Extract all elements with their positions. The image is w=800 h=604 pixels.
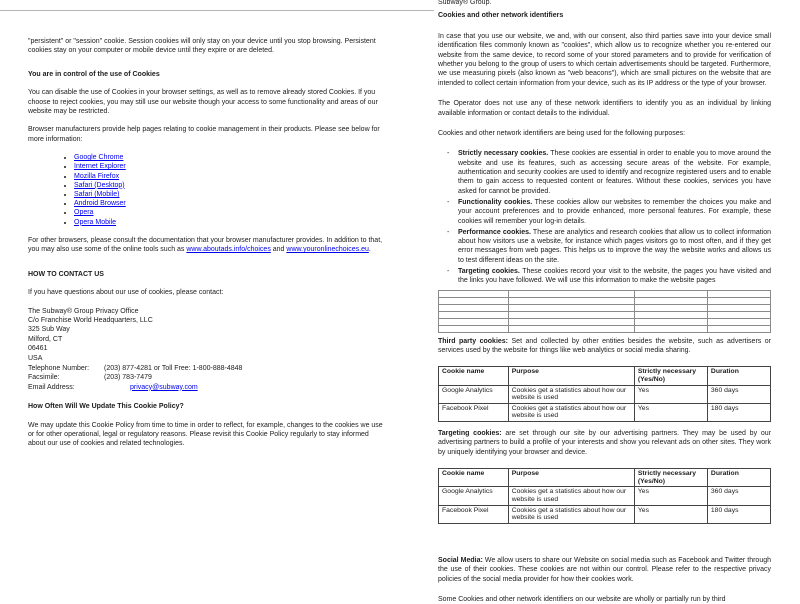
- targeting-cookies-table: [438, 468, 771, 524]
- empty-cell: [634, 311, 707, 318]
- purposes-intro-paragraph: Cookies and other network identifiers are being used for the following purposes:: [438, 130, 686, 138]
- empty-cell: [508, 297, 634, 304]
- browser-links-list: [28, 153, 386, 227]
- youronlinechoices-link[interactable]: www.youronlinechoices.eu: [286, 246, 369, 254]
- aboutads-link[interactable]: www.aboutads.info/choices: [186, 246, 271, 254]
- cookies-description-paragraph: In case that you use our website, we and, with our consent, also third parties save into your device small identification files commonly known as "cookies", which allow us to recognize whether you re-entered our website from the same device, to record some of your stored parameters and to provide for verification of whether you belong to the group of users to which certain advertisements should be targeted. Furthermore, we use measuring pixels (also known as "web beacons"), which are small pictures on the website that are intended to collect certain information from your device, such as its IP address or the type of your browser.: [438, 32, 771, 87]
- android-browser-link[interactable]: Android Browser: [74, 200, 126, 208]
- bottom-fragment-paragraph: Some Cookies and other network identifiers on our website are wholly or partially run by third: [438, 596, 726, 603]
- table-row: [439, 304, 771, 311]
- control-of-cookies-heading: You are in control of the use of Cookies: [28, 70, 160, 78]
- text-run: .: [368, 246, 371, 254]
- email-link[interactable]: privacy@subway.com: [130, 383, 198, 391]
- table-cell: Cookies get a statistics about how our website is used: [508, 403, 634, 421]
- table-header-cell: Strictly necessary (Yes/No): [634, 469, 707, 487]
- empty-grid-table: [438, 290, 771, 333]
- browser-help-paragraph: Browser manufacturers provide help pages relating to cookie management in their products. Please see below for more information:: [28, 126, 380, 143]
- purpose-text: These are analytics and research cookies that allow us to collect information about how visitors use a website, for instance which pages visitors go to most often, and if they get error messages from web pages. This helps us to improve the way the website works and allows us to test different ideas on the site.: [458, 228, 771, 264]
- right-column: [438, 0, 771, 604]
- table-cell: Facebook Pixel: [439, 505, 509, 523]
- empty-cell: [707, 318, 770, 325]
- list-item: [458, 198, 771, 226]
- postal-address: [28, 307, 386, 363]
- address-line: USA: [28, 354, 43, 362]
- address-line: 325 Sub Way: [28, 326, 70, 334]
- empty-cell: [707, 304, 770, 311]
- table-cell: Google Analytics: [439, 385, 509, 403]
- third-party-cookies-table: [438, 366, 771, 422]
- internet-explorer-link[interactable]: Internet Explorer: [74, 163, 126, 171]
- empty-cell: [508, 290, 634, 297]
- table-header-cell: Cookie name: [439, 367, 509, 385]
- table-header-cell: Strictly necessary (Yes/No): [634, 367, 707, 385]
- list-item: [458, 267, 771, 286]
- table-header-cell: Purpose: [508, 469, 634, 487]
- table-row: [439, 311, 771, 318]
- purpose-text: These cookies record your visit to the website, the pages you have visited and the links you have followed. We will use this information to make the website pages: [458, 268, 771, 285]
- table-header-cell: Purpose: [508, 367, 634, 385]
- empty-cell: [439, 325, 509, 332]
- table-row: [439, 385, 771, 403]
- facsimile-value: (203) 783-7479: [104, 374, 152, 382]
- opera-mobile-link[interactable]: Opera Mobile: [74, 218, 117, 226]
- table-row: [439, 290, 771, 297]
- table-cell: Cookies get a statistics about how our website is used: [508, 505, 634, 523]
- social-media-label: Social Media:: [438, 556, 483, 564]
- purpose-title: Targeting cookies.: [458, 268, 520, 276]
- address-line: 06461: [28, 345, 48, 353]
- purpose-title: Performance cookies.: [458, 228, 531, 236]
- empty-cell: [634, 325, 707, 332]
- empty-cell: [634, 297, 707, 304]
- targeting-label: Targeting cookies:: [438, 430, 502, 437]
- purpose-text: These cookies allow our websites to remember the choices you make and your account preferences and to provide enhanced, more personal features. For example, these cookies will remember your log-in details.: [458, 198, 771, 225]
- contact-intro-paragraph: If you have questions about our use of cookies, please contact:: [28, 289, 224, 297]
- table-row: [439, 505, 771, 523]
- table-header-cell: Duration: [707, 469, 770, 487]
- third-party-cookies-paragraph: [438, 337, 771, 356]
- table-cell: Cookies get a statistics about how our website is used: [508, 487, 634, 505]
- table-header-cell: Cookie name: [439, 469, 509, 487]
- empty-cell: [634, 318, 707, 325]
- text-run: and: [270, 246, 287, 254]
- update-policy-heading: How Often Will We Update This Cookie Policy?: [28, 403, 184, 411]
- list-item: [458, 149, 771, 195]
- address-line: Milford, CT: [28, 335, 63, 343]
- telephone-value: (203) 877-4281 or Toll Free: 1-800-888-4848: [104, 364, 243, 372]
- update-policy-paragraph: We may update this Cookie Policy from time to time in order to reflect, for example, changes to the cookies we use or for other operational, legal or regulatory reasons. Please revisit this Cookie Policy regularly to stay informed about our use of cookies and related technologies.: [28, 421, 383, 448]
- social-media-paragraph: [438, 556, 771, 584]
- network-identifiers-heading: Cookies and other network identifiers: [438, 12, 564, 20]
- empty-cell: [439, 318, 509, 325]
- address-line: C/o Franchise World Headquarters, LLC: [28, 316, 153, 324]
- subway-group-fragment: Subway® Group.: [438, 0, 492, 6]
- cookie-purposes-list: [438, 149, 771, 285]
- session-cookies-paragraph: "persistent" or "session" cookie. Session cookies will only stay on your device until you stop browsing. Persistent cookies stay on your computer or mobile device until they expire or are deleted.: [28, 38, 376, 55]
- table-cell: Cookies get a statistics about how our website is used: [508, 385, 634, 403]
- empty-cell: [634, 290, 707, 297]
- table-row: [439, 403, 771, 421]
- table-cell: Yes: [634, 385, 707, 403]
- facsimile-row: [28, 373, 386, 382]
- how-to-contact-us-heading: HOW TO CONTACT US: [28, 270, 104, 278]
- email-row: [28, 383, 386, 392]
- disable-cookies-paragraph: You can disable the use of Cookies in your browser settings, as well as to remove already stored Cookies. If you choose to reject cookies, you may still use our website though your access to some functionality and areas of our website may be restricted.: [28, 89, 378, 116]
- text-run: For other browsers, please consult the documentation that your browser manufacturer provides. In addition to that, you may also use some of the online tools such as: [28, 236, 383, 254]
- table-row: [439, 325, 771, 332]
- empty-cell: [508, 304, 634, 311]
- table-header-cell: Duration: [707, 367, 770, 385]
- table-row: [439, 297, 771, 304]
- table-cell: 180 days: [707, 505, 770, 523]
- third-party-text: Set and collected by other entities besides the website, such as advertisers or services used by the website for things like web analytics or social media sharing.: [438, 337, 771, 355]
- list-item: [74, 153, 386, 162]
- table-header-row: [439, 469, 771, 487]
- list-item: [74, 162, 386, 171]
- list-item: [74, 190, 386, 199]
- table-cell: 180 days: [707, 403, 770, 421]
- list-item: [458, 228, 771, 265]
- empty-cell: [439, 290, 509, 297]
- list-item: [74, 208, 386, 217]
- social-media-text: We allow users to share our Website on social media such as Facebook and Twitter through the use of their cookies. These cookies are not within our control. Please refer to the respective privacy policies of the social media provider for how their cookies work.: [438, 556, 772, 583]
- other-browsers-paragraph: [28, 236, 386, 255]
- list-item: [74, 172, 386, 181]
- purpose-title: Functionality cookies.: [458, 198, 533, 206]
- empty-cell: [707, 311, 770, 318]
- left-column: [28, 0, 386, 458]
- purpose-title: Strictly necessary cookies.: [458, 150, 549, 158]
- purpose-text: These cookies are essential in order to enable you to move around the website and use its features, such as accessing secure areas of the website. For example, authentication and security cookies are used to identify and recognize registered users and to enable them to gain access to requested content or features. Without these cookies, services you have asked for cannot be provided.: [458, 150, 771, 195]
- targeting-text: are set through our site by our advertising partners. They may be used by our advertising partners to build a profile of your interests and show you relevant ads on other sites. They work by uniquely identifying your browser and device.: [438, 430, 771, 456]
- empty-cell: [439, 304, 509, 311]
- list-item: [74, 199, 386, 208]
- table-cell: Yes: [634, 403, 707, 421]
- telephone-label: Telephone Number:: [28, 364, 90, 372]
- list-item: [74, 181, 386, 190]
- empty-cell: [508, 318, 634, 325]
- table-cell: Google Analytics: [439, 487, 509, 505]
- table-row: [439, 318, 771, 325]
- table-cell: 360 days: [707, 385, 770, 403]
- targeting-cookies-paragraph: [438, 429, 771, 457]
- opera-link[interactable]: Opera: [74, 209, 94, 217]
- empty-cell: [439, 297, 509, 304]
- email-label: Email Address:: [28, 383, 75, 391]
- list-item: [74, 218, 386, 227]
- empty-cell: [707, 290, 770, 297]
- address-line: The Subway® Group Privacy Office: [28, 307, 139, 315]
- mozilla-firefox-link[interactable]: Mozilla Firefox: [74, 172, 120, 180]
- empty-cell: [707, 297, 770, 304]
- operator-paragraph: The Operator does not use any of these network identifiers to identify you as an individual by linking available information or contact details to the individual.: [438, 100, 771, 117]
- facsimile-label: Facsimile:: [28, 374, 60, 382]
- table-cell: Yes: [634, 487, 707, 505]
- google-chrome-link[interactable]: Google Chrome: [74, 154, 124, 162]
- safari-mobile-link[interactable]: Safari (Mobile): [74, 191, 120, 199]
- empty-cell: [707, 325, 770, 332]
- telephone-row: [28, 364, 386, 373]
- table-header-row: [439, 367, 771, 385]
- table-row: [439, 487, 771, 505]
- table-cell: Yes: [634, 505, 707, 523]
- table-cell: Facebook Pixel: [439, 403, 509, 421]
- empty-cell: [439, 311, 509, 318]
- third-party-label: Third party cookies:: [438, 337, 509, 345]
- empty-cell: [508, 311, 634, 318]
- empty-cell: [508, 325, 634, 332]
- empty-cell: [634, 304, 707, 311]
- table-cell: 360 days: [707, 487, 770, 505]
- safari-desktop-link[interactable]: Safari (Desktop): [74, 181, 125, 189]
